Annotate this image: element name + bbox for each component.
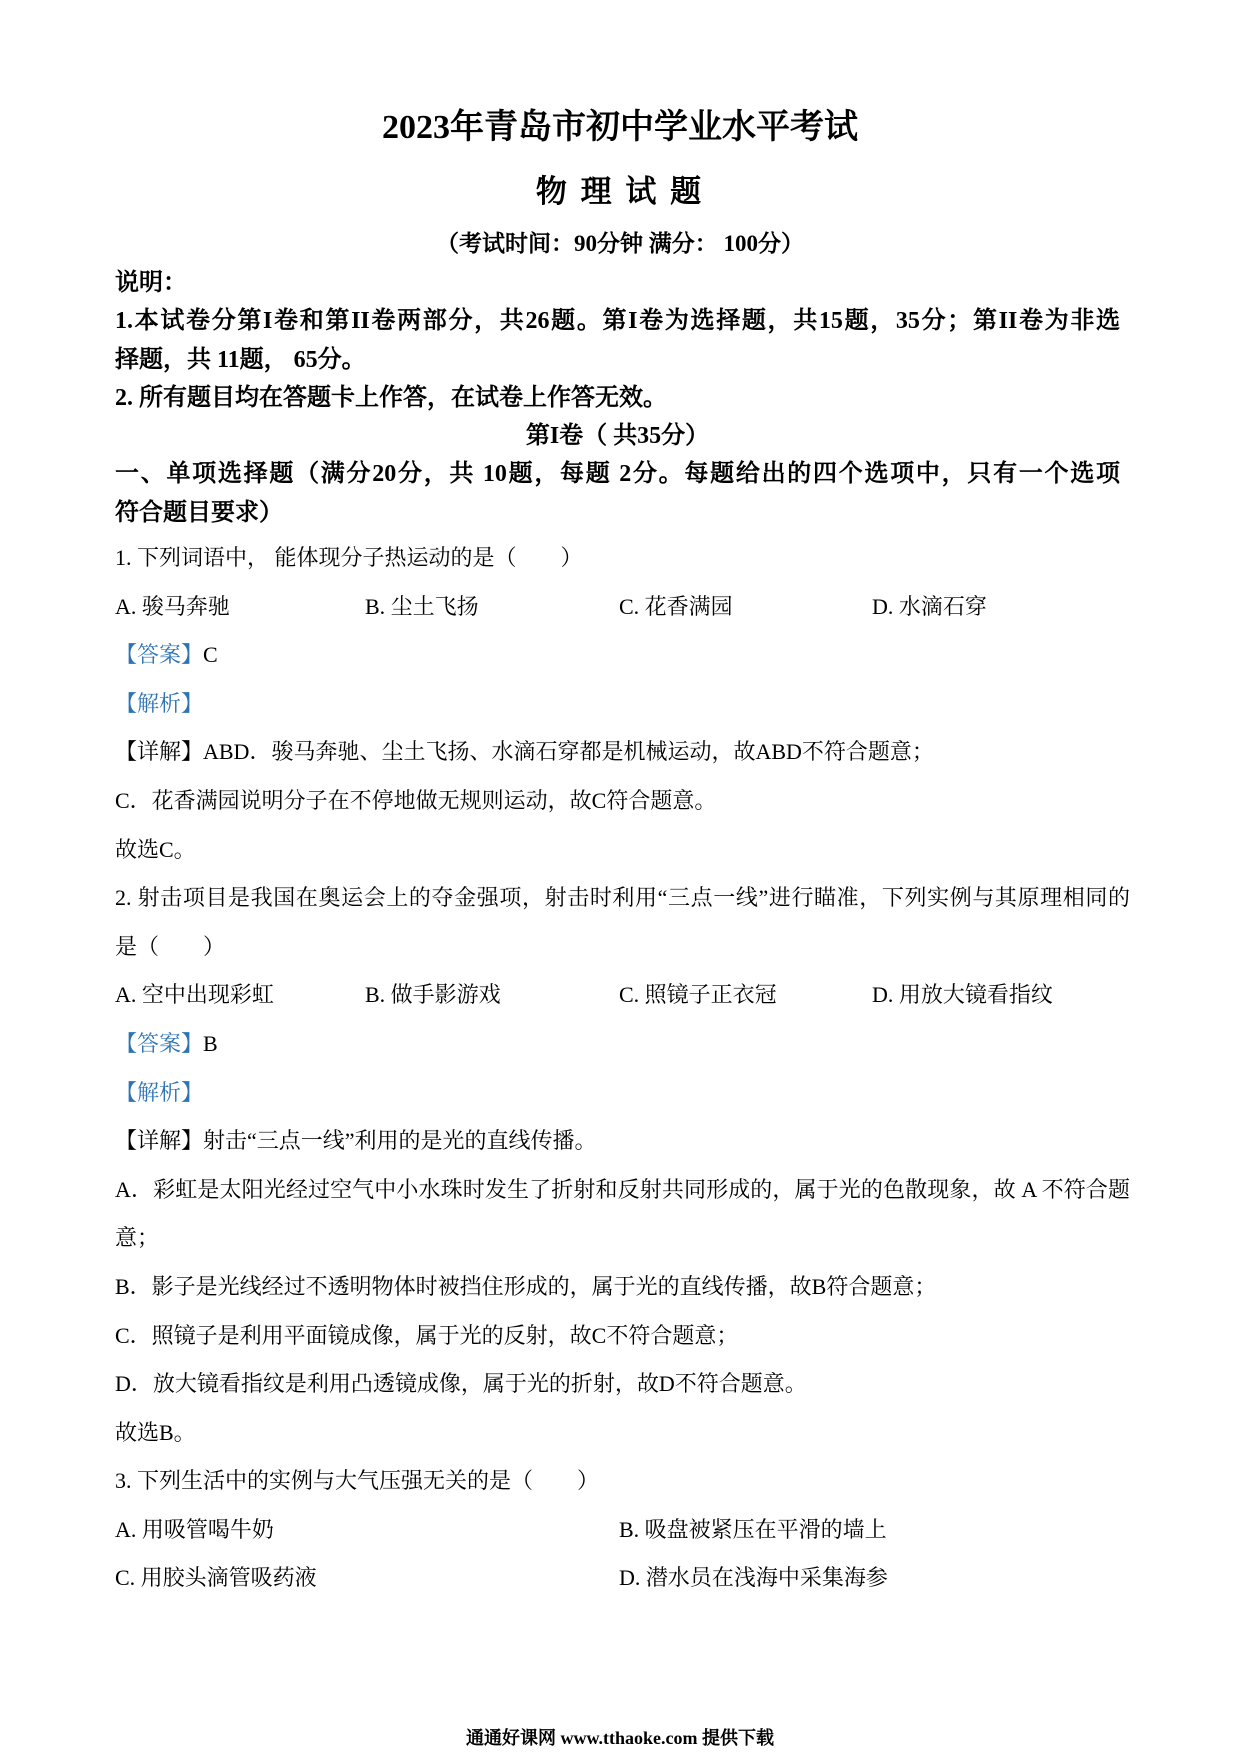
exam-subtitle: 物 理 试 题 xyxy=(535,174,705,209)
questions-block xyxy=(115,534,1130,1603)
question-1-explanation-line: C．花香满园说明分子在不停地做无规则运动，故C符合题意。 xyxy=(115,787,717,813)
page-footer: 通通好课网 www.tthaoke.com 提供下载 xyxy=(466,1728,774,1748)
answer-value: C xyxy=(203,642,218,668)
section-heading-line: 一、单项选择题（满分20分，共 10题，每题 2分。每题给出的四个选项中，只有一个选项 xyxy=(115,461,1120,488)
question-3-options-row xyxy=(115,1554,1130,1603)
question-2-stem: 2. 射击项目是我国在奥运会上的夺金强项，射击时利用“三点一线”进行瞄准，下列实例与其原理相同的 xyxy=(115,885,1130,911)
question-1-conclusion: 故选C。 xyxy=(115,836,196,862)
question-2-option-a: A. 空中出现彩虹 xyxy=(115,982,274,1008)
question-2-explanation-line: C．照镜子是利用平面镜成像，属于光的反射，故C不符合题意； xyxy=(115,1322,739,1348)
question-2-stem: 是（ ） xyxy=(115,933,226,959)
part-one-heading: 第I卷（ 共35分） xyxy=(525,423,710,450)
question-2-conclusion: 故选B。 xyxy=(115,1419,196,1445)
question-3-option-c: C. 用胶头滴管吸药液 xyxy=(115,1565,317,1591)
answer-label: 【答案】 xyxy=(115,642,204,668)
instructions-line: 2. 所有题目均在答题卡上作答，在试卷上作答无效。 xyxy=(115,384,667,411)
question-2-option-b: B. 做手影游戏 xyxy=(365,982,501,1008)
answer-label: 【答案】 xyxy=(115,1030,204,1056)
question-1-option-d: D. 水滴石穿 xyxy=(872,593,987,619)
question-3-stem: 3. 下列生活中的实例与大气压强无关的是（ ） xyxy=(115,1468,600,1494)
question-1-answer xyxy=(115,631,1130,680)
question-1-options xyxy=(115,583,1130,632)
question-2-explanation-line: A．彩虹是太阳光经过空气中小水珠时发生了折射和反射共同形成的，属于光的色散现象，故 A 不符合题 xyxy=(115,1176,1130,1202)
question-1-analysis-label: 【解析】 xyxy=(115,690,204,716)
section-heading-line: 符合题目要求） xyxy=(115,499,283,526)
question-3-option-a: A. 用吸管喝牛奶 xyxy=(115,1516,274,1542)
answer-value: B xyxy=(203,1030,218,1056)
question-2-analysis-label: 【解析】 xyxy=(115,1079,204,1105)
instructions-heading: 说明： xyxy=(115,270,187,296)
question-3-options-row xyxy=(115,1506,1130,1555)
question-2-option-d: D. 用放大镜看指纹 xyxy=(872,982,1053,1008)
question-2-explanation-line: 意； xyxy=(115,1225,160,1251)
question-2-answer xyxy=(115,1020,1130,1069)
question-2-options xyxy=(115,971,1130,1020)
exam-title: 2023年青岛市初中学业水平考试 xyxy=(382,109,858,146)
question-1-option-b: B. 尘土飞扬 xyxy=(365,593,479,619)
question-1-option-c: C. 花香满园 xyxy=(619,593,733,619)
question-3-option-b: B. 吸盘被紧压在平滑的墙上 xyxy=(619,1516,887,1542)
question-2-explanation-line: 【详解】射击“三点一线”利用的是光的直线传播。 xyxy=(115,1128,597,1154)
exam-time-and-score: （考试时间：90分钟 满分： 100分） xyxy=(436,231,804,256)
instructions-block xyxy=(115,264,1120,532)
instructions-line: 择题，共 11题， 65分。 xyxy=(115,346,366,373)
question-2-explanation-line: B．影子是光线经过不透明物体时被挡住形成的，属于光的直线传播，故B符合题意； xyxy=(115,1273,937,1299)
instructions-line: 1.本试卷分第I卷和第II卷两部分，共26题。第I卷为选择题，共15题，35分；第II卷为非选 xyxy=(115,308,1120,335)
question-1-stem: 1. 下列词语中， 能体现分子热运动的是（ ） xyxy=(115,545,583,570)
question-3-option-d: D. 潜水员在浅海中采集海参 xyxy=(619,1565,888,1591)
question-2-option-c: C. 照镜子正衣冠 xyxy=(619,982,777,1008)
question-1-option-a: A. 骏马奔驰 xyxy=(115,593,230,619)
question-1-explanation-line: 【详解】ABD．骏马奔驰、尘土飞扬、水滴石穿都是机械运动，故ABD不符合题意； xyxy=(115,739,934,765)
question-2-explanation-line: D．放大镜看指纹是利用凸透镜成像，属于光的折射，故D不符合题意。 xyxy=(115,1371,807,1397)
